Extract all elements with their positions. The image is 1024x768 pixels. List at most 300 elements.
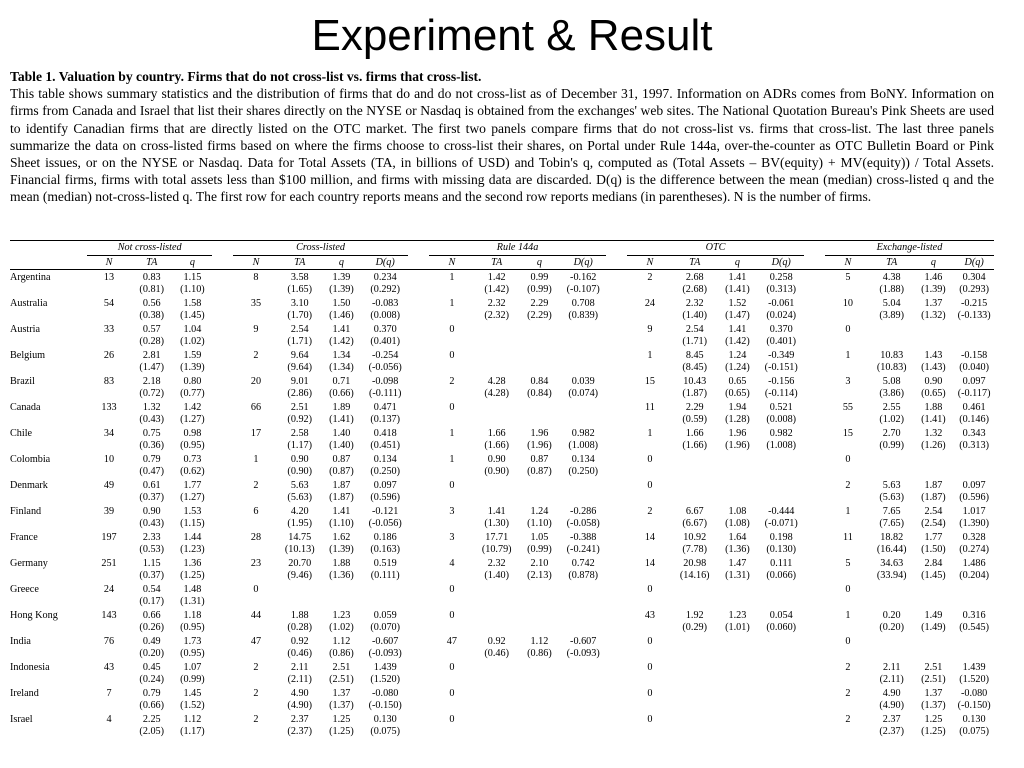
table-cell — [627, 336, 673, 348]
table-cell — [233, 466, 279, 478]
table-cell — [758, 674, 804, 686]
table-row — [10, 686, 994, 700]
country-blank — [10, 674, 87, 686]
table-cell: 0.198 — [769, 532, 793, 543]
country-blank — [10, 310, 87, 322]
table-cell: 1.42 — [487, 272, 506, 283]
table-cell — [717, 492, 759, 504]
table-cell: (1.40) — [329, 440, 354, 451]
table-cell: 1.52 — [728, 298, 747, 309]
column-header: N — [87, 256, 131, 270]
table-cell: 1 — [845, 506, 851, 517]
table-cell — [913, 336, 955, 348]
table-cell: 0.92 — [487, 636, 506, 647]
table-cell: 1.37 — [924, 688, 943, 699]
table-cell — [627, 414, 673, 426]
table-cell: 0 — [449, 350, 455, 361]
table-cell — [758, 478, 804, 492]
table-cell: (0.53) — [139, 544, 165, 555]
table-cell: 1 — [449, 272, 455, 283]
cell-gap — [606, 492, 627, 504]
cell-gap — [212, 374, 233, 388]
table-cell: (1.47) — [725, 310, 750, 321]
table-cell: 1.32 — [142, 402, 161, 413]
cell-gap — [408, 492, 429, 504]
table-cell: 2.37 — [882, 714, 901, 725]
table-cell: (2.32) — [484, 310, 510, 321]
table-cell — [429, 466, 475, 478]
table-cell — [954, 452, 994, 466]
table-cell: 1.50 — [332, 298, 351, 309]
table-cell: (0.17) — [139, 596, 165, 607]
cell-gap — [212, 466, 233, 478]
table-cell — [429, 622, 475, 634]
table-cell: 1.45 — [183, 688, 202, 699]
table-cell: 9 — [647, 324, 653, 335]
column-header: D(q) — [362, 256, 408, 270]
table-cell: (0.24) — [139, 674, 165, 685]
table-cell — [87, 466, 131, 478]
table-row — [10, 374, 994, 388]
cell-gap — [408, 596, 429, 608]
table-cell: (0.401) — [766, 336, 797, 347]
cell-gap — [804, 466, 825, 478]
table-cell: 0.097 — [962, 480, 986, 491]
cell-gap — [804, 374, 825, 388]
table-cell — [871, 466, 913, 478]
table-cell — [429, 284, 475, 296]
cell-gap — [606, 452, 627, 466]
table-cell: 47 — [446, 636, 457, 647]
table-cell: (1.46) — [329, 310, 354, 321]
table-cell: (1.10) — [329, 518, 354, 529]
cell-gap — [804, 530, 825, 544]
table-cell: 0.56 — [142, 298, 161, 309]
table-cell: (0.72) — [139, 388, 165, 399]
table-cell: 0.130 — [373, 714, 397, 725]
table-cell: (1.37) — [329, 700, 354, 711]
table-cell: 2.54 — [685, 324, 704, 335]
table-cell — [560, 726, 606, 738]
table-cell: 28 — [250, 532, 262, 543]
column-header: TA — [871, 256, 913, 270]
cell-gap — [804, 426, 825, 440]
table-caption — [10, 68, 994, 206]
cell-gap — [606, 374, 627, 388]
table-cell — [717, 660, 759, 674]
cell-gap — [606, 596, 627, 608]
table-cell — [673, 492, 717, 504]
table-cell — [871, 634, 913, 648]
table-cell: 49 — [103, 480, 115, 491]
table-cell — [825, 440, 871, 452]
table-cell: (1.49) — [921, 622, 946, 633]
table-cell — [87, 674, 131, 686]
table-cell: (-0.093) — [566, 648, 600, 659]
table-cell: 2 — [449, 376, 455, 387]
table-cell — [519, 712, 561, 726]
table-cell: -0.098 — [372, 376, 399, 387]
cell-gap — [212, 556, 233, 570]
table-cell — [758, 452, 804, 466]
header-gap — [408, 241, 429, 256]
table-cell: (1.32) — [921, 310, 946, 321]
table-cell — [913, 322, 955, 336]
table-cell — [87, 388, 131, 400]
country-blank — [10, 726, 87, 738]
table-cell: (3.89) — [879, 310, 905, 321]
table-cell: (1.17) — [180, 726, 205, 737]
table-cell — [717, 596, 759, 608]
table-cell: 1.04 — [183, 324, 202, 335]
table-row — [10, 530, 994, 544]
table-cell: (1.008) — [766, 440, 797, 451]
table-cell: (0.596) — [370, 492, 401, 503]
table-cell: (0.401) — [370, 336, 401, 347]
cell-gap — [606, 504, 627, 518]
table-cell: (0.163) — [370, 544, 401, 555]
country-blank — [10, 596, 87, 608]
table-cell: (1.50) — [921, 544, 946, 555]
table-cell: 0 — [845, 454, 851, 465]
table-cell — [673, 700, 717, 712]
table-cell — [560, 478, 606, 492]
cell-gap — [804, 622, 825, 634]
table-cell — [717, 712, 759, 726]
table-cell: (0.878) — [568, 570, 599, 581]
table-cell: (1.39) — [180, 362, 205, 373]
table-cell: 0.90 — [924, 376, 943, 387]
table-cell — [475, 414, 519, 426]
table-cell: (1.26) — [921, 440, 946, 451]
table-cell: 0 — [449, 584, 455, 595]
table-row — [10, 634, 994, 648]
cell-gap — [212, 284, 233, 296]
cell-gap — [804, 452, 825, 466]
table-cell: 0.20 — [882, 610, 901, 621]
table-cell: 14 — [644, 532, 655, 543]
table-cell: 1.07 — [183, 662, 202, 673]
table-cell: 66 — [250, 402, 262, 413]
table-cell — [954, 336, 994, 348]
cell-gap — [408, 284, 429, 296]
table-cell — [825, 596, 871, 608]
group-header-exchange-listed: Exchange-listed — [825, 241, 994, 256]
table-cell — [321, 582, 363, 596]
table-cell: (0.99) — [180, 674, 205, 685]
table-cell: 9.01 — [290, 376, 309, 387]
table-cell — [673, 452, 717, 466]
table-cell: 1.87 — [924, 480, 943, 491]
table-cell: (1.40) — [484, 570, 510, 581]
table-cell: 2.37 — [290, 714, 309, 725]
cell-gap — [804, 582, 825, 596]
table-cell — [673, 648, 717, 660]
column-header: N — [825, 256, 871, 270]
cell-gap — [606, 518, 627, 530]
table-cell — [475, 596, 519, 608]
table-cell: (0.20) — [879, 622, 905, 633]
table-cell: 0.79 — [142, 454, 161, 465]
table-cell: 0.84 — [530, 376, 549, 387]
table-row — [10, 478, 994, 492]
table-cell: (0.46) — [287, 648, 313, 659]
table-cell — [717, 674, 759, 686]
table-cell: 4.90 — [882, 688, 901, 699]
table-cell: 13 — [103, 272, 115, 283]
table-cell — [825, 362, 871, 374]
table-cell — [627, 284, 673, 296]
table-cell: (0.43) — [139, 414, 165, 425]
table-cell — [519, 686, 561, 700]
table-cell — [758, 582, 804, 596]
table-cell: -0.162 — [570, 272, 597, 283]
table-cell — [233, 388, 279, 400]
table-cell: 2.32 — [487, 558, 506, 569]
table-cell — [475, 492, 519, 504]
table-cell: 0.61 — [142, 480, 161, 491]
cell-gap — [606, 348, 627, 362]
table-cell — [954, 322, 994, 336]
table-cell: 1 — [449, 298, 455, 309]
cell-gap — [212, 478, 233, 492]
table-cell: 0 — [647, 480, 653, 491]
table-cell: (0.596) — [959, 492, 989, 503]
table-cell: (1.27) — [180, 492, 205, 503]
country-blank — [10, 414, 87, 426]
table-cell: 1.34 — [332, 350, 351, 361]
country-blank — [10, 466, 87, 478]
table-cell: 2 — [253, 350, 259, 361]
table-cell: (1.08) — [725, 518, 750, 529]
cell-gap — [804, 400, 825, 414]
table-cell: (8.45) — [682, 362, 708, 373]
table-cell: 0 — [449, 402, 455, 413]
table-cell: (2.86) — [287, 388, 313, 399]
cell-gap — [212, 452, 233, 466]
country-blank — [10, 284, 87, 296]
table-cell — [560, 362, 606, 374]
table-cell — [627, 570, 673, 582]
table-cell: (0.545) — [959, 622, 989, 633]
cell-gap — [804, 674, 825, 686]
table-cell: (2.13) — [527, 570, 552, 581]
table-row-medians — [10, 700, 994, 712]
table-cell: (0.130) — [766, 544, 797, 555]
table-cell: (6.67) — [682, 518, 708, 529]
table-cell: 1.12 — [530, 636, 549, 647]
table-cell: 0.54 — [142, 584, 161, 595]
group-header-otc: OTC — [627, 241, 804, 256]
table-cell: 14.75 — [288, 532, 312, 543]
cell-gap — [408, 660, 429, 674]
cell-gap — [606, 530, 627, 544]
table-cell: 5.08 — [882, 376, 901, 387]
table-cell — [519, 492, 561, 504]
cell-gap — [804, 270, 825, 285]
table-cell: (4.90) — [879, 700, 905, 711]
table-cell: 0.71 — [332, 376, 351, 387]
table-cell: 4.20 — [290, 506, 309, 517]
cell-gap — [212, 388, 233, 400]
table-cell: (0.86) — [329, 648, 354, 659]
cell-gap — [804, 556, 825, 570]
cell-gap — [212, 400, 233, 414]
table-cell — [519, 674, 561, 686]
table-row — [10, 712, 994, 726]
table-cell: 1.77 — [924, 532, 943, 543]
table-cell — [560, 400, 606, 414]
country-name: Belgium — [10, 350, 46, 361]
table-cell — [825, 414, 871, 426]
table-cell: (2.68) — [682, 284, 708, 295]
table-cell — [87, 518, 131, 530]
cell-gap — [212, 712, 233, 726]
country-name: France — [10, 532, 38, 543]
table-cell: (10.83) — [876, 362, 907, 373]
table-cell: 1 — [845, 610, 851, 621]
table-cell: 1 — [845, 350, 851, 361]
table-cell — [519, 660, 561, 674]
cell-gap — [804, 518, 825, 530]
table-cell: (0.47) — [139, 466, 165, 477]
table-cell — [627, 622, 673, 634]
table-cell: (7.78) — [682, 544, 708, 555]
cell-gap — [804, 660, 825, 674]
table-cell: 55 — [842, 402, 854, 413]
country-name: Israel — [10, 714, 33, 725]
table-cell — [954, 634, 994, 648]
table-cell: 10.83 — [880, 350, 904, 361]
cell-gap — [606, 622, 627, 634]
country-name: Germany — [10, 558, 48, 569]
table-cell: 1 — [647, 428, 653, 439]
table-cell: 24 — [103, 584, 115, 595]
table-cell: (0.20) — [139, 648, 165, 659]
table-cell: (0.99) — [879, 440, 905, 451]
table-cell: 0.234 — [373, 272, 397, 283]
table-cell: 0.370 — [373, 324, 397, 335]
table-cell: (1.66) — [484, 440, 510, 451]
table-cell — [519, 414, 561, 426]
header-gap — [408, 256, 429, 270]
table-cell: (1.28) — [725, 414, 750, 425]
table-cell: 0 — [647, 454, 653, 465]
cell-gap — [804, 478, 825, 492]
column-header: D(q) — [954, 256, 994, 270]
country-blank — [10, 440, 87, 452]
table-cell: 1 — [449, 428, 455, 439]
table-cell — [825, 700, 871, 712]
table-cell: 39 — [103, 506, 115, 517]
table-cell: 6 — [253, 506, 259, 517]
country-blank — [10, 518, 87, 530]
table-cell: (1.520) — [370, 674, 401, 685]
cell-gap — [408, 478, 429, 492]
table-cell — [233, 336, 279, 348]
table-cell: (-0.056) — [368, 362, 402, 373]
cell-gap — [804, 726, 825, 738]
table-cell: 76 — [103, 636, 115, 647]
table-cell: 15 — [842, 428, 854, 439]
country-blank — [10, 570, 87, 582]
table-cell: 5.63 — [882, 480, 901, 491]
table-cell: 34 — [103, 428, 115, 439]
table-cell — [627, 440, 673, 452]
table-cell: (0.839) — [568, 310, 599, 321]
table-cell — [871, 596, 913, 608]
table-cell — [279, 596, 321, 608]
table-cell: (0.137) — [370, 414, 401, 425]
table-cell — [627, 518, 673, 530]
cell-gap — [212, 686, 233, 700]
table-cell: 33 — [103, 324, 115, 335]
table-cell — [825, 648, 871, 660]
table-cell — [627, 388, 673, 400]
table-cell: (0.008) — [766, 414, 797, 425]
table-cell — [758, 700, 804, 712]
table-cell: -0.607 — [570, 636, 597, 647]
country-name: Finland — [10, 506, 42, 517]
cell-gap — [606, 556, 627, 570]
table-cell: (0.66) — [329, 388, 354, 399]
table-cell: (-0.150) — [957, 700, 991, 711]
table-cell: 2 — [647, 506, 653, 517]
table-cell: (1.27) — [180, 414, 205, 425]
table-cell: (0.008) — [370, 310, 401, 321]
table-cell: (1.10) — [527, 518, 552, 529]
table-cell — [87, 596, 131, 608]
table-cell: 0.80 — [183, 376, 202, 387]
table-cell: 0.134 — [571, 454, 595, 465]
cell-gap — [606, 310, 627, 322]
table-cell — [913, 634, 955, 648]
table-cell: 2.29 — [530, 298, 549, 309]
cell-gap — [606, 608, 627, 622]
table-cell: (4.28) — [484, 388, 510, 399]
table-cell: 1.88 — [290, 610, 309, 621]
table-cell — [233, 414, 279, 426]
table-cell: (0.90) — [484, 466, 510, 477]
cell-gap — [606, 674, 627, 686]
country-name: India — [10, 636, 31, 647]
table-cell: 0.45 — [142, 662, 161, 673]
table-cell: 0.519 — [373, 558, 397, 569]
cell-gap — [408, 622, 429, 634]
cell-gap — [408, 362, 429, 374]
table-cell: 0.99 — [530, 272, 549, 283]
table-cell: 0.742 — [571, 558, 595, 569]
table-cell — [560, 712, 606, 726]
group-header-cross-listed: Cross-listed — [233, 241, 408, 256]
cell-gap — [804, 414, 825, 426]
table-cell — [429, 362, 475, 374]
cell-gap — [212, 440, 233, 452]
table-cell: (1.17) — [287, 440, 313, 451]
table-cell — [627, 362, 673, 374]
table-cell: 1.486 — [962, 558, 986, 569]
table-cell: 3 — [449, 532, 455, 543]
table-cell: 3 — [845, 376, 851, 387]
table-cell: (1.30) — [484, 518, 510, 529]
table-cell — [673, 596, 717, 608]
table-row-medians — [10, 622, 994, 634]
table-cell — [627, 596, 673, 608]
table-cell: (2.37) — [879, 726, 905, 737]
group-header-not-cross-listed: Not cross-listed — [87, 241, 212, 256]
table-cell: 251 — [101, 558, 117, 569]
table-cell: 9 — [253, 324, 259, 335]
